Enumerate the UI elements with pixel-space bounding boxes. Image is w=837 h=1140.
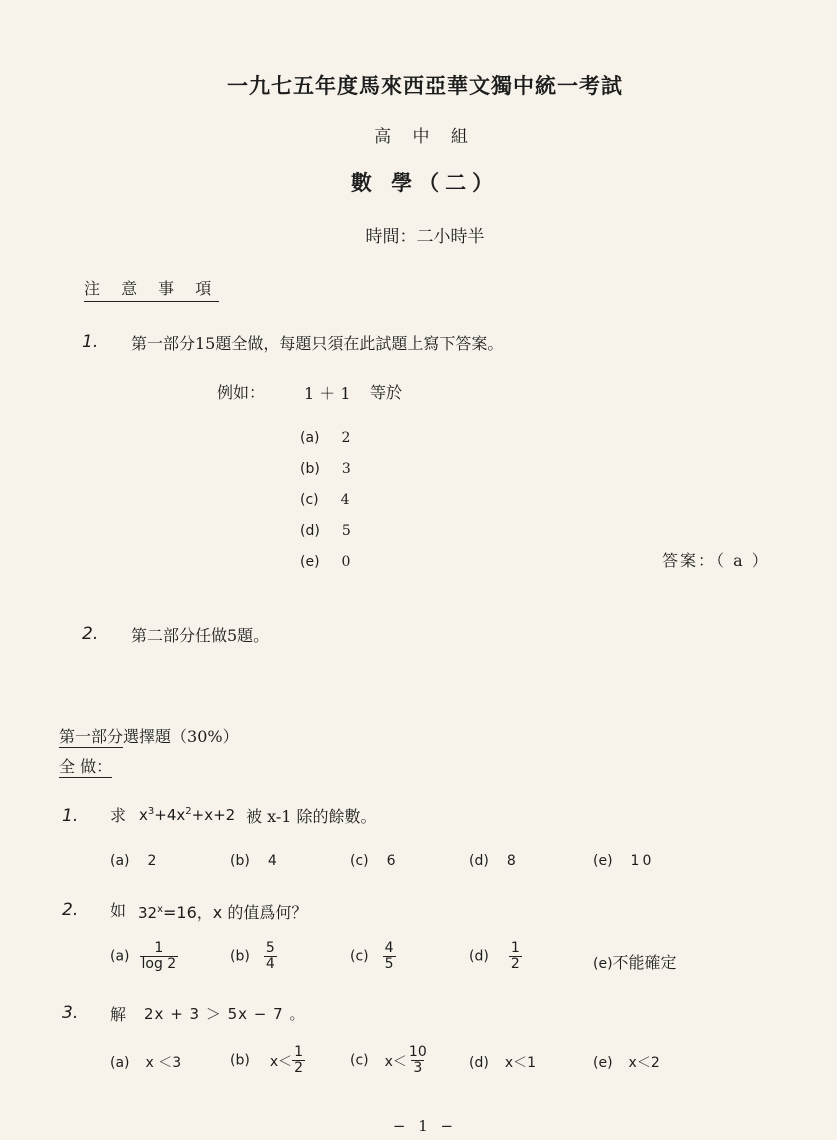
q3-number: 3. [62,1003,79,1023]
q2-equation: $32^x=16$，x 的值爲何？ [138,903,308,922]
example-option-e: (e) 0 [300,554,351,570]
example-option-a: (a) 2 [300,430,351,446]
exam-level: 高 中 組 [374,127,476,147]
example-option-b: (b) 3 [300,461,351,477]
q2-number: 2. [62,900,79,920]
q3-prefix: 解 [110,1005,127,1024]
q1-number: 1. [62,806,79,826]
q3-option-a: (a) x ＜3 [110,1055,182,1071]
q3-inequality: 2x + 3 ＞ 5x − 7 。 [144,1005,306,1023]
page-number: − 1 − [392,1117,458,1135]
note-2-number: 2. [82,624,99,644]
q2-option-b: (b) $\frac{5}{4}$ [230,940,275,972]
q3-option-d: (d) x＜1 [469,1055,537,1071]
example-expression: 1 ＋ 1 [304,384,351,403]
q1-option-a: (a) 2 [110,853,157,869]
q2-option-d: (d) $\frac{1}{2}$ [469,940,520,972]
q3-option-b: (b) x＜ $\frac{1}{2}$ [230,1044,304,1076]
note-2-text: 第二部分任做5題。 [131,626,270,645]
example-option-c: (c) 4 [300,492,350,508]
example-equals: 等於 [370,383,403,402]
q2-option-e: (e)不能確定 [593,953,677,972]
note-1-text: 第一部分15題全做，每題只須在此試題上寫下答案。 [131,334,504,353]
part1-heading: 第一部分選擇題（30%） [59,727,239,746]
q1-suffix: 被 x-1 除的餘數。 [246,807,377,826]
q3-option-c: (c) x＜ $\frac{10}{3}$ [350,1044,427,1076]
q2-option-a: (a) $\frac{1}{\log 2}$ [110,940,177,972]
q1-option-c: (c) 6 [350,853,396,869]
exam-subject: 數 學（二） [350,170,500,195]
example-answer: 答案：（ a ） [662,551,770,570]
q1-option-b: (b) 4 [230,853,277,869]
example-option-d: (d) 5 [300,523,351,539]
example-label: 例如： [217,383,266,402]
part1-instruction: 全 做： [59,757,113,776]
q1-option-e: (e) 10 [593,853,655,869]
q1-option-d: (d) 8 [469,853,516,869]
exam-title: 一九七五年度馬來西亞華文獨中統一考試 [227,73,623,98]
exam-time: 時間：二小時半 [365,227,485,247]
q2-prefix: 如 [110,901,127,920]
q1-polynomial: $x^3+4x^2+x+2$ [139,806,236,824]
note-1-number: 1. [82,332,99,352]
q2-option-c: (c) $\frac{4}{5}$ [350,940,394,972]
q3-option-e: (e) x＜2 [593,1055,660,1071]
q1-prefix: 求 [110,806,127,825]
notes-heading: 注 意 事 項 [84,276,219,302]
